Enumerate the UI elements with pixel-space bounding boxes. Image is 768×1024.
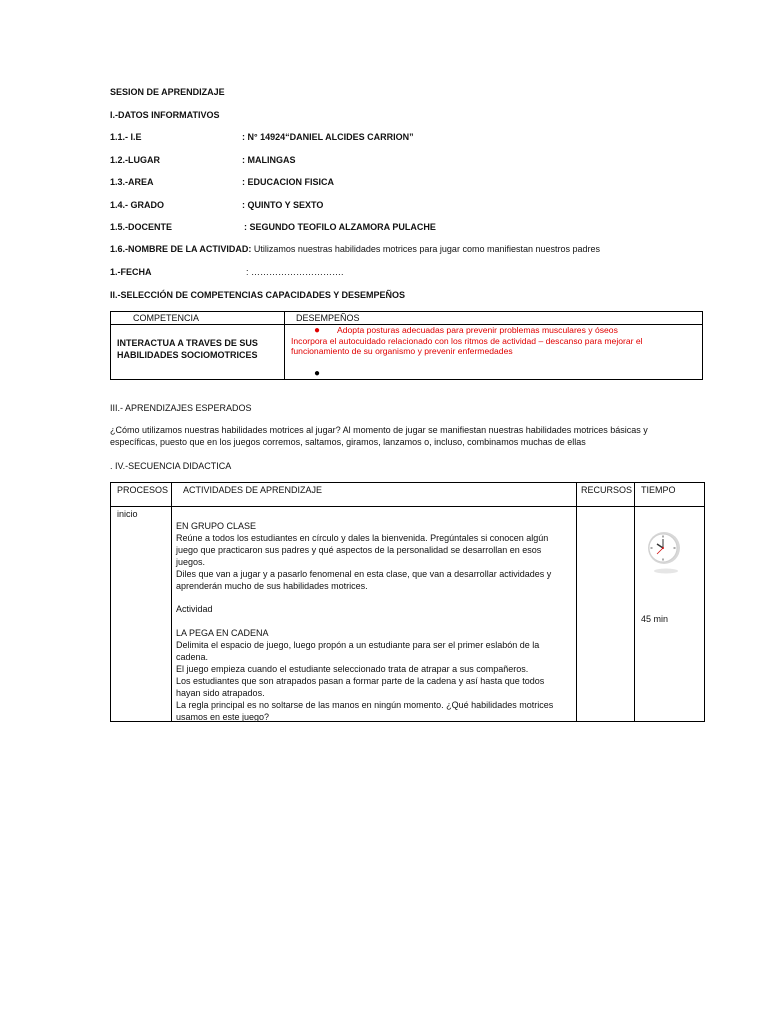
datos-value-docente: : SEGUNDO TEOFILO ALZAMORA PULACHE bbox=[244, 222, 436, 232]
tiempo-cell: 45 min bbox=[641, 614, 669, 624]
column-divider bbox=[284, 312, 285, 379]
header-desempenos: DESEMPEÑOS bbox=[296, 313, 360, 323]
datos-label-grado: 1.4.- GRADO bbox=[110, 200, 165, 210]
header-tiempo: TIEMPO bbox=[641, 485, 676, 495]
proceso-cell: inicio bbox=[117, 509, 138, 519]
section-competencias-heading: II.-SELECCIÓN DE COMPETENCIAS CAPACIDADES Y DESEMPEÑOS bbox=[110, 290, 406, 300]
bullet-marker: ● bbox=[314, 325, 321, 336]
header-divider bbox=[111, 506, 704, 507]
bullet-marker: ● bbox=[314, 368, 321, 379]
actividad-paragraph: Los estudiantes que son atrapados pasan a formar parte de la cadena y así hasta que todos hayan sido atrapados. bbox=[176, 676, 545, 698]
header-actividades: ACTIVIDADES DE APRENDIZAJE bbox=[183, 485, 323, 495]
actividad-paragraph: El juego empieza cuando el estudiante seleccionado trata de atrapar a sus compañeros. bbox=[176, 664, 529, 674]
datos-label-docente: 1.5.-DOCENTE bbox=[110, 222, 173, 232]
datos-value-ie: : N° 14924“DANIEL ALCIDES CARRION” bbox=[242, 132, 414, 142]
datos-label-ie: 1.1.- I.E bbox=[110, 132, 142, 142]
actividad-label: 1.6.-NOMBRE DE LA ACTIVIDAD: bbox=[110, 244, 252, 254]
document-title: SESION DE APRENDIZAJE bbox=[110, 87, 225, 97]
aprendizajes-paragraph: ¿Cómo utilizamos nuestras habilidades motrices al jugar? Al momento de jugar se manifiestan nuestras habilidades motrices básicas y específicas, puesto que en los juegos corremos, saltamos, giramos, lanzamos o, incluso, combinamos muchas de ellas bbox=[110, 425, 648, 447]
competencia-cell: INTERACTUA A TRAVES DE SUS HABILIDADES SOCIOMOTRICES bbox=[117, 338, 258, 360]
actividad-paragraph: La regla principal es no soltarse de las manos en ningún momento. ¿Qué habilidades motrices usamos en este juego? bbox=[176, 700, 554, 722]
fecha-value: : …………………………. bbox=[246, 267, 344, 277]
section-aprendizajes-heading: III.- APRENDIZAJES ESPERADOS bbox=[110, 403, 252, 413]
desempeno-item: Incorpora el autocuidado relacionado con los ritmos de actividad – descanso para mejorar el funcionamiento de su organismo y prevenir enfermedades bbox=[291, 336, 643, 356]
column-divider bbox=[171, 483, 172, 721]
desempeno-item: Adopta posturas adecuadas para prevenir problemas musculares y óseos bbox=[337, 325, 618, 335]
actividad-paragraph: Delimita el espacio de juego, luego propón a un estudiante para ser el primer eslabón de la cadena. bbox=[176, 640, 540, 662]
header-procesos: PROCESOS bbox=[117, 485, 169, 495]
datos-label-lugar: 1.2.-LUGAR bbox=[110, 155, 161, 165]
fecha-label: 1.-FECHA bbox=[110, 267, 152, 277]
header-recursos: RECURSOS bbox=[581, 485, 633, 495]
actividad-value: Utilizamos nuestras habilidades motrices para jugar como manifiestan nuestros padres bbox=[251, 244, 601, 254]
datos-value-area: : EDUCACION FISICA bbox=[242, 177, 334, 187]
clock-icon bbox=[648, 525, 682, 575]
competencias-header-row bbox=[111, 312, 702, 325]
actividad-paragraph: EN GRUPO CLASE bbox=[176, 521, 257, 531]
column-divider bbox=[634, 483, 635, 721]
actividad-paragraph: Actividad bbox=[176, 604, 213, 614]
datos-value-grado: : QUINTO Y SEXTO bbox=[242, 200, 324, 210]
section-secuencia-heading: . IV.-SECUENCIA DIDACTICA bbox=[110, 461, 232, 471]
actividad-paragraph: Reúne a todos los estudiantes en círculo y dales la bienvenida. Pregúntales si conocen algún juego que practicaron sus padres y qué aspectos de la personalidad se desarrollan en esos juegos. bbox=[176, 533, 549, 567]
header-competencia: COMPETENCIA bbox=[133, 313, 200, 323]
actividad-line bbox=[110, 244, 600, 255]
datos-value-lugar: : MALINGAS bbox=[242, 155, 296, 165]
section-datos-heading: I.-DATOS INFORMATIVOS bbox=[110, 110, 220, 120]
datos-label-area: 1.3.-AREA bbox=[110, 177, 154, 187]
competencias-table bbox=[110, 311, 703, 380]
column-divider bbox=[576, 483, 577, 721]
secuencia-table bbox=[110, 482, 705, 722]
actividad-paragraph: Diles que van a jugar y a pasarlo fenomenal en esta clase, que van a desarrollar actividades y aprenderán mucho de sus habilidades motrices. bbox=[176, 569, 552, 591]
actividad-paragraph: LA PEGA EN CADENA bbox=[176, 628, 269, 638]
